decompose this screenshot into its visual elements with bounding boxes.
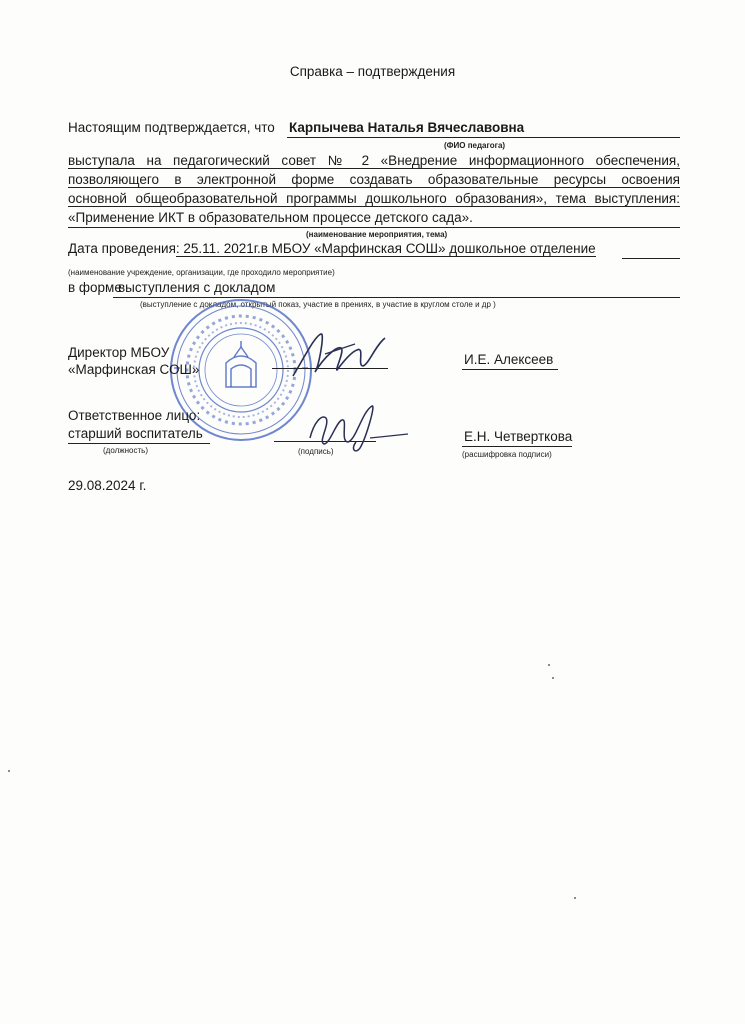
org-caption: (наименование учреждение, организации, где проходило мероприятие) bbox=[68, 268, 335, 277]
teacher-name: Карпычева Наталья Вячеславовна bbox=[289, 120, 525, 135]
document-date: 29.08.2024 г. bbox=[68, 478, 147, 493]
responsible-title-line1: Ответственное лицо: bbox=[68, 408, 201, 423]
event-caption: (наименование мероприятия, тема) bbox=[306, 230, 448, 239]
scan-speck bbox=[548, 664, 550, 666]
date-value: : 25.11. 2021г.в МБОУ «Марфинская СОШ» дошкольное отделение bbox=[175, 241, 596, 256]
director-name: И.Е. Алексеев bbox=[464, 352, 554, 367]
date-label: Дата проведения bbox=[68, 241, 176, 256]
director-signature-icon bbox=[285, 326, 400, 386]
scan-speck bbox=[552, 677, 554, 679]
name-caption: (расшифровка подписи) bbox=[462, 450, 552, 459]
document-title: Справка – подтверждения bbox=[289, 64, 456, 79]
scan-speck bbox=[8, 770, 10, 772]
director-title-line1: Директор МБОУ bbox=[68, 345, 170, 360]
director-title-line2: «Марфинская СОШ» bbox=[68, 362, 200, 377]
director-name-underline bbox=[462, 369, 558, 370]
position-underline bbox=[68, 443, 210, 444]
date-row bbox=[68, 241, 596, 256]
date-underline-tail bbox=[622, 258, 680, 259]
teacher-name-underline bbox=[287, 137, 680, 138]
body-line-2: позволяющего в электронной форме создавать образовательные ресурсы освоения bbox=[68, 172, 680, 187]
form-caption: (выступление с докладом, открытый показ, участие в прениях, в участие в круглом столе и др ) bbox=[140, 300, 496, 309]
teacher-caption: (ФИО педагога) bbox=[444, 141, 506, 150]
signature-caption: (подпись) bbox=[298, 447, 334, 456]
responsible-name: Е.Н. Четверткова bbox=[464, 429, 573, 444]
confirm-prefix: Настоящим подтверждается, что bbox=[68, 120, 275, 135]
position-caption: (должность) bbox=[103, 446, 148, 455]
form-label: в форме bbox=[68, 280, 122, 295]
responsible-position: старший воспитатель bbox=[68, 426, 203, 441]
body-line-1: выступала на педагогический совет № 2 «Внедрение информационного обеспечения, bbox=[68, 153, 680, 168]
responsible-name-underline bbox=[462, 446, 572, 447]
body-line-3: основной общеобразовательной программы дошкольного образования», тема выступления: bbox=[68, 191, 680, 206]
body-line-4: «Применение ИКТ в образовательном процессе детского сада». bbox=[68, 210, 473, 225]
form-value: выступления с докладом bbox=[118, 280, 276, 295]
scan-speck bbox=[574, 897, 576, 899]
